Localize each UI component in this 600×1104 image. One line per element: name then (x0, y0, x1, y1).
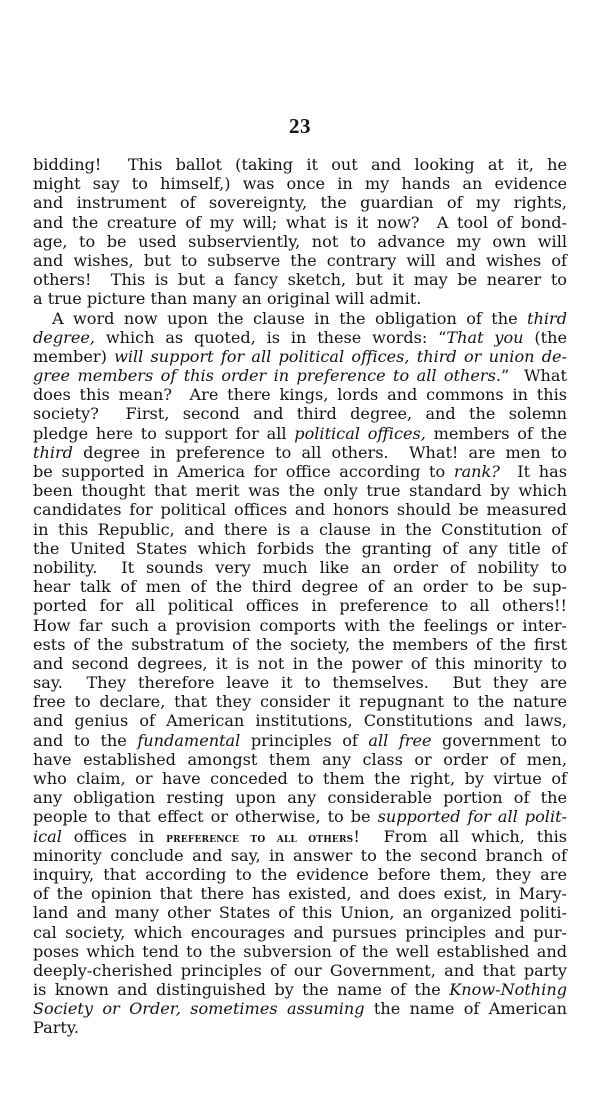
text-segment: deeply-cherished principles of our Government, and that party (33, 960, 567, 980)
text-segment: government to (431, 730, 567, 750)
text-line (33, 328, 567, 347)
italic-text: fundamental (137, 730, 241, 750)
text-line (33, 788, 567, 807)
italic-text: third (33, 442, 73, 462)
text-segment: poses which tend to the subversion of the well established and (33, 941, 567, 961)
text-line (33, 942, 567, 961)
italic-text: third (527, 308, 567, 328)
text-segment: and the creature of my will; what is it now? A tool of bond- (33, 212, 567, 232)
text-segment: minority conclude and say, in answer to the second branch of (33, 845, 567, 865)
text-line (33, 635, 567, 654)
italic-text: all free (368, 730, 432, 750)
italic-text: Know-Nothing (449, 980, 567, 1000)
text-line (33, 193, 567, 212)
italic-text: will support for all political offices, third or union de- (114, 346, 567, 366)
text-line (33, 807, 567, 826)
text-segment: been thought that merit was the only true standard by which (33, 481, 567, 501)
text-segment: ported for all political offices in preference to all others!! (33, 596, 567, 616)
text-segment: a true picture than many an original will admit. (33, 289, 422, 309)
italic-text: rank? (453, 462, 500, 481)
body-text (33, 155, 567, 1038)
italic-text: Society or Order, sometimes assuming (33, 999, 365, 1019)
text-segment: A word now upon the clause in the obligation of the (52, 308, 528, 328)
text-line (33, 692, 567, 711)
text-segment: people to that effect or otherwise, to be (33, 807, 378, 827)
text-segment: and genius of American institutions, Constitutions and laws, (33, 711, 567, 731)
text-line (33, 174, 567, 193)
text-line (33, 884, 567, 903)
page-number: 23 (289, 114, 311, 138)
text-line (33, 577, 567, 596)
text-line (33, 424, 567, 443)
text-line (33, 462, 567, 481)
text-line (33, 385, 567, 404)
text-segment: and instrument of sovereignty, the guardian of my rights, (33, 193, 567, 213)
text-segment: and to the (33, 730, 138, 750)
text-segment: of the opinion that there has existed, and does exist, in Mary- (33, 884, 567, 904)
italic-text: political offices, (294, 423, 426, 443)
text-segment: the name of American (364, 999, 567, 1019)
italic-text: ical (33, 826, 62, 846)
small-caps-text: preference to all others (166, 829, 354, 845)
text-segment: does this mean? Are there kings, lords and commons in this (33, 385, 567, 405)
text-line (33, 366, 567, 385)
text-segment: degree in preference to all others. What! are men to (72, 442, 567, 462)
text-segment: have established amongst them any class or order of men, (33, 749, 567, 769)
text-line (33, 347, 567, 366)
text-line (33, 251, 567, 270)
text-segment: which as quoted, is in these words: “ (95, 327, 447, 347)
text-line (33, 673, 567, 692)
text-segment: members of the (425, 423, 567, 443)
italic-text: gree members of this order in preference to all others. (33, 366, 501, 386)
text-segment: inquiry, that according to the evidence before them, they are (33, 864, 567, 884)
text-segment: others! This is but a fancy sketch, but it may be nearer to (33, 270, 567, 290)
text-line (33, 1018, 567, 1037)
text-segment: in this Republic, and there is a clause in the Constitution of (33, 519, 567, 539)
text-segment: say. They therefore leave it to themselves. But they are (33, 673, 567, 693)
text-line (33, 827, 567, 846)
text-line (33, 155, 567, 174)
text-line (33, 980, 567, 999)
italic-text: supported for all polit- (377, 807, 567, 827)
text-segment: and second degrees, it is not in the power of this minority to (33, 653, 567, 673)
text-line (33, 289, 567, 308)
text-line (33, 520, 567, 539)
text-segment: offices in (61, 826, 167, 846)
text-segment: (the (523, 327, 567, 347)
text-segment: bidding! This ballot (taking it out and looking at it, he (33, 155, 567, 174)
text-segment: be supported in America for office according to (33, 462, 454, 481)
text-line (33, 500, 567, 519)
text-line (33, 750, 567, 769)
text-segment: is known and distinguished by the name of the (33, 980, 450, 1000)
text-line (33, 616, 567, 635)
text-segment: Party. (33, 1018, 79, 1038)
text-segment: free to declare, that they consider it repugnant to the nature (33, 692, 567, 712)
text-segment: nobility. It sounds very much like an order of nobility to (33, 557, 567, 577)
text-line (33, 961, 567, 980)
text-segment: ests of the substratum of the society, the members of the first (33, 634, 567, 654)
text-line (33, 923, 567, 942)
text-line (33, 270, 567, 289)
text-segment: cal society, which encourages and pursues principles and pur- (33, 922, 567, 942)
text-segment: and wishes, but to subserve the contrary will and wishes of (33, 250, 567, 270)
text-line (33, 232, 567, 251)
text-line (33, 539, 567, 558)
text-line (33, 865, 567, 884)
text-segment: candidates for political offices and honors should be measured (33, 500, 567, 520)
text-segment: society? First, second and third degree, and the solemn (33, 404, 567, 424)
text-line (33, 769, 567, 788)
text-segment: pledge here to support for all (33, 423, 295, 443)
text-segment: ! From all which, this (353, 826, 567, 846)
text-segment: age, to be used subserviently, not to advance my own will (33, 231, 567, 251)
text-line (33, 443, 567, 462)
text-segment: might say to himself,) was once in my hands an evidence (33, 174, 567, 194)
text-segment: who claim, or have conceded to them the right, by virtue of (33, 769, 567, 788)
text-line (33, 731, 567, 750)
text-line (33, 309, 567, 328)
text-segment: member) (33, 346, 115, 366)
text-line (33, 711, 567, 730)
text-line (33, 596, 567, 615)
text-segment: It has (499, 462, 567, 481)
text-line (33, 846, 567, 865)
text-segment: ” What (501, 366, 567, 386)
text-segment: land and many other States of this Union, an organized politi- (33, 903, 567, 923)
text-segment: hear talk of men of the third degree of an order to be sup- (33, 577, 567, 597)
text-line (33, 213, 567, 232)
italic-text: degree, (33, 327, 95, 347)
italic-text: That you (446, 327, 524, 347)
text-segment: How far such a provision comports with the feelings or inter- (33, 615, 567, 635)
text-line (33, 654, 567, 673)
text-line (33, 999, 567, 1018)
text-line (33, 558, 567, 577)
text-line (33, 481, 567, 500)
text-line (33, 404, 567, 423)
text-segment: the United States which forbids the granting of any title of (33, 538, 567, 558)
text-line (33, 903, 567, 922)
text-segment: principles of (240, 730, 369, 750)
text-segment: any obligation resting upon any considerable portion of the (33, 788, 567, 808)
